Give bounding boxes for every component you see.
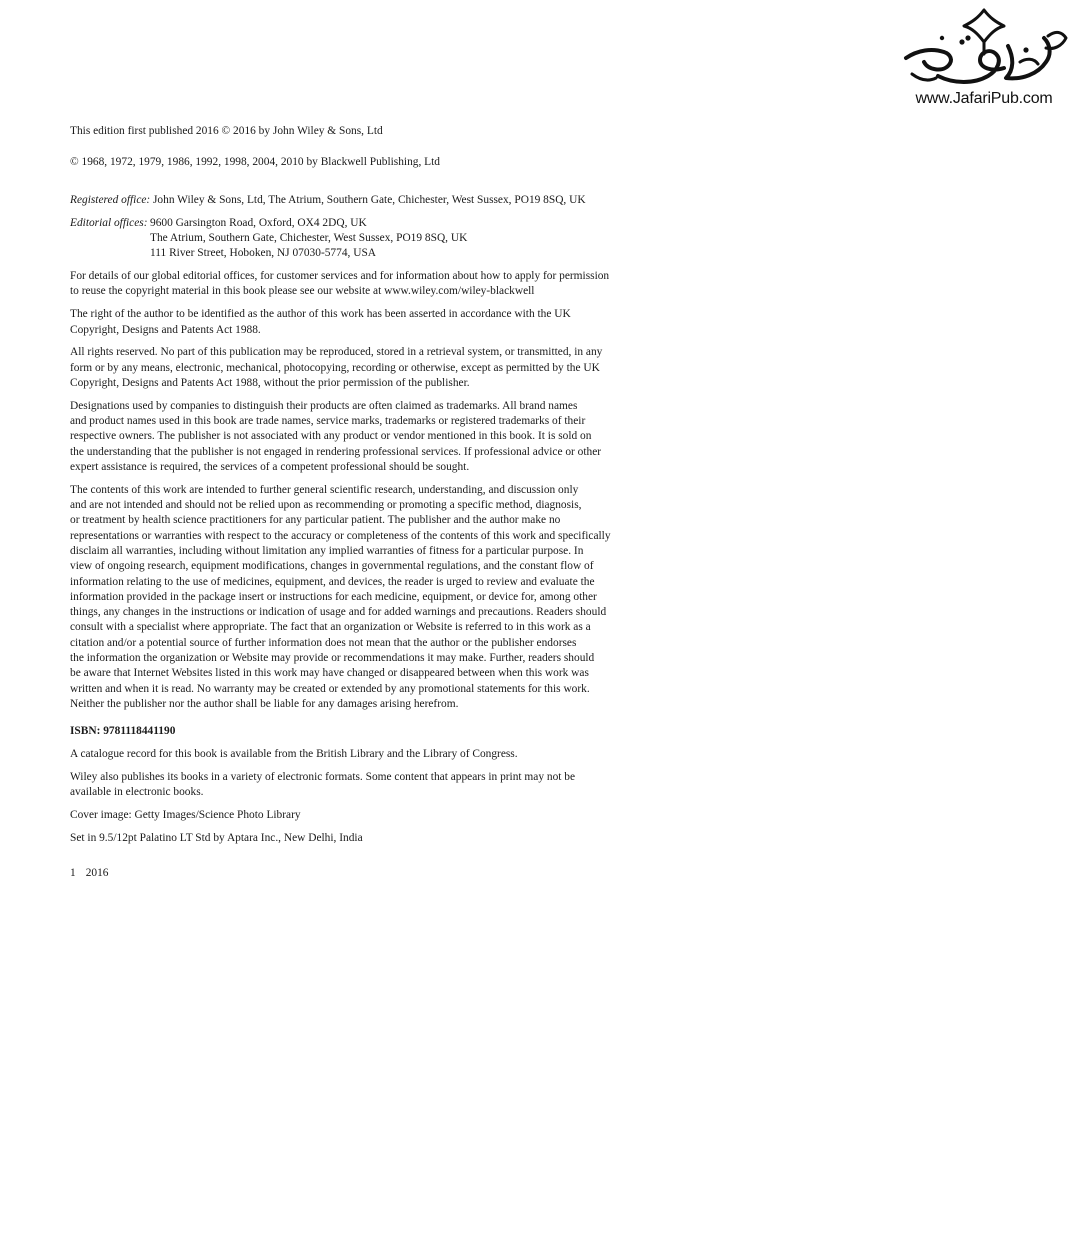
electronic-formats-paragraph: Wiley also publishes its books in a variety of electronic formats. Some content that appears in print may not be available in electronic books. xyxy=(70,770,576,799)
disclaimer-paragraph: The contents of this work are intended to further general scientific research, understanding, and discussion only and are not intended and should not be relied upon as recommending or promoting a specific method, diagnosis, or treatment by health science practitioners for any particular patient. The publisher and the author make no representations or warranties with respect to the accuracy or completeness of the contents of this work and specifically disclaim all warranties, including without limitation any implied warranties of fitness for a particular purpose. In view of ongoing research, equipment modifications, changes in governmental regulations, and the constant flow of information relating to the use of medicines, equipment, and devices, the reader is urged to review and evaluate the information provided in the package insert or instructions for each medicine, equipment, or device for, among other things, any changes in the instructions or indication of usage and for added warnings and precautions. Readers should consult with a specialist where appropriate. The fact that an organization or Website is referred to in this work as a citation and/or a potential source of further information does not mean that the author or the publisher endorses the information the organization or Website may provide or recommendations it may make. Further, readers should be aware that Internet Websites listed in this work may have changed or disappeared between when this work was written and when it is read. No warranty may be created or extended by any promotional statements for this work. Neither the publisher nor the author shall be liable for any damages arising herefrom. xyxy=(70,483,611,710)
editorial-offices-value: 9600 Garsington Road, Oxford, OX4 2DQ, UK The Atrium, Southern Gate, Chichester, West Sussex, PO19 8SQ, UK 111 River Street, Hoboken, NJ 07030-5774, USA xyxy=(150,216,468,260)
editorial-offices xyxy=(70,216,680,262)
prior-copyright-line: © 1968, 1972, 1979, 1986, 1992, 1998, 2004, 2010 by Blackwell Publishing, Ltd xyxy=(70,155,440,168)
logo-url: www.JafariPub.com xyxy=(915,90,1053,107)
copyright-block xyxy=(70,109,680,185)
calligraphy-logo-icon xyxy=(898,6,1070,90)
print-year: 2016 xyxy=(85,866,109,879)
typeset-line: Set in 9.5/12pt Palatino LT Std by Aptara Inc., New Delhi, India xyxy=(70,831,363,844)
details-paragraph: For details of our global editorial offices, for customer services and for information about how to apply for permission to reuse the copyright material in this book please see our website at www.wiley.com/wiley-blackwell xyxy=(70,270,610,298)
publisher-logo[interactable] xyxy=(898,6,1070,112)
registered-office xyxy=(70,193,680,208)
all-rights-paragraph: All rights reserved. No part of this publication may be reproduced, stored in a retrieval system, or transmitted, in any form or by any means, electronic, mechanical, photocopying, recording or otherwise, except as permitted by the UK Copyright, Designs and Patents Act 1988, without the prior permission of the publisher. xyxy=(70,346,603,389)
editorial-offices-label: Editorial offices: xyxy=(70,216,148,229)
designations-paragraph: Designations used by companies to distinguish their products are often claimed as trademarks. All brand names and product names used in this book are trade names, service marks, trademarks or registered trademarks of their respective owners. The publisher is not associated with any product or vendor mentioned in this book. It is sold on the understanding that the publisher is not engaged in rendering professional services. If professional advice or other expert assistance is required, the services of a competent professional should be sought. xyxy=(70,399,602,473)
print-line xyxy=(70,866,680,881)
registered-office-value: John Wiley & Sons, Ltd, The Atrium, Southern Gate, Chichester, West Sussex, PO19 8SQ, UK xyxy=(153,193,586,206)
registered-office-label: Registered office: xyxy=(70,193,151,206)
edition-line: This edition first published 2016 © 2016 by John Wiley & Sons, Ltd xyxy=(70,125,383,138)
catalogue-paragraph: A catalogue record for this book is available from the British Library and the Library of Congress. xyxy=(70,747,518,760)
copyright-page xyxy=(70,109,680,881)
print-number: 1 xyxy=(70,866,76,879)
isbn: ISBN: 9781118441190 xyxy=(70,725,176,738)
author-rights-paragraph: The right of the author to be identified as the author of this work has been asserted in accordance with the UK Copyright, Designs and Patents Act 1988. xyxy=(70,308,571,336)
cover-image-credit: Cover image: Getty Images/Science Photo Library xyxy=(70,808,301,821)
